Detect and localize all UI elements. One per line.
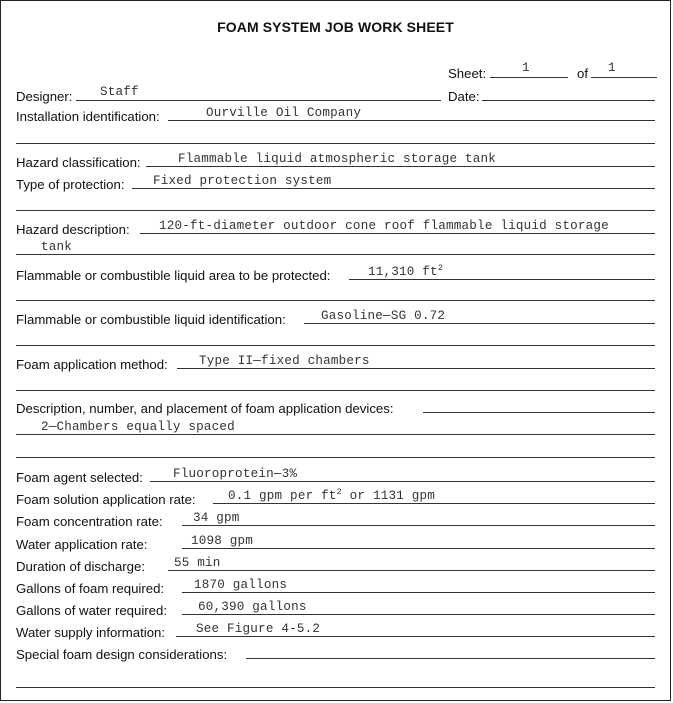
concentration-rate-field[interactable] [182,525,655,526]
water-gallons-value: 60,390 gallons [198,600,307,614]
special-row [16,639,655,662]
liquid-area-sup: 2 [437,263,444,273]
blank-line [16,687,655,688]
concentration-rate-row [16,506,655,529]
application-method-value: Type II—fixed chambers [199,354,370,368]
water-gallons-label: Gallons of water required: [16,603,167,618]
application-method-label: Foam application method: [16,357,168,372]
special-field[interactable] [246,658,655,659]
solution-rate-pre: 0.1 gpm per ft [228,489,337,503]
sheet-of-value: 1 [608,61,616,75]
type-of-protection-value: Fixed protection system [153,174,332,188]
application-method-row [16,349,655,372]
hazard-description-label: Hazard description: [16,222,130,237]
liquid-identification-value: Gasoline—SG 0.72 [321,309,446,323]
devices-label: Description, number, and placement of foam application devices: [16,401,394,416]
installation-field[interactable] [168,120,655,121]
sheet-value: 1 [522,61,530,75]
installation-label: Installation identification: [16,109,160,124]
liquid-area-number: 11,310 ft [368,265,438,279]
special-label: Special foam design considerations: [16,647,228,662]
blank-line [16,300,655,301]
blank-line [16,457,655,458]
concentration-rate-value: 34 gpm [193,511,240,525]
concentration-rate-label: Foam concentration rate: [16,514,163,529]
hazard-classification-field[interactable] [146,166,655,167]
water-rate-value: 1098 gpm [191,534,254,548]
discharge-value: 55 min [174,556,221,570]
discharge-row [16,551,655,574]
hazard-classification-label: Hazard classification: [16,155,141,170]
agent-field[interactable] [150,481,655,482]
devices-value: 2—Chambers equally spaced [41,420,235,434]
water-gallons-row [16,595,655,618]
water-rate-label: Water application rate: [16,537,148,552]
solution-rate-label: Foam solution application rate: [16,492,196,507]
foam-gallons-value: 1870 gallons [194,578,288,592]
date-label: Date: [448,89,480,104]
installation-value: Ourville Oil Company [206,106,362,120]
liquid-area-field[interactable] [349,279,655,280]
agent-label: Foam agent selected: [16,470,143,485]
sheet-field[interactable] [490,77,568,78]
designer-label: Designer: [16,89,73,104]
hazard-description-value-1: 120-ft-diameter outdoor cone roof flammable liquid storage [159,219,609,233]
discharge-label: Duration of discharge: [16,559,146,574]
foam-gallons-field[interactable] [182,592,655,593]
liquid-area-label: Flammable or combustible liquid area to be protected: [16,268,331,283]
water-supply-value: See Figure 4-5.2 [196,622,321,636]
liquid-identification-row [16,304,655,327]
designer-value: Staff [100,85,139,99]
solution-rate-post: or 1131 gpm [341,489,436,503]
hazard-description-value-2: tank [41,240,73,254]
solution-rate-value [228,489,435,503]
solution-rate-row [16,484,655,507]
solution-rate-sup: 2 [336,487,342,497]
liquid-identification-field[interactable] [304,323,655,324]
devices-row [16,393,655,416]
blank-line [16,345,655,346]
application-method-field[interactable] [177,368,655,369]
devices-field[interactable] [423,412,655,413]
water-supply-label: Water supply information: [16,625,166,640]
installation-row [16,101,655,124]
sheet-of-label: of [577,66,588,81]
water-rate-row [16,529,655,552]
type-of-protection-row [16,169,655,192]
liquid-area-row [16,260,655,283]
water-supply-row [16,617,655,640]
sheet-label: Sheet: [448,66,487,81]
discharge-field[interactable] [168,570,655,571]
blank-line [16,210,655,211]
page-title: FOAM SYSTEM JOB WORK SHEET [217,19,454,35]
water-gallons-field[interactable] [182,614,655,615]
hazard-description-field-2[interactable] [16,254,655,255]
solution-rate-field[interactable] [213,503,655,504]
agent-row [16,462,655,485]
water-supply-field[interactable] [176,636,655,637]
hazard-description-row-2 [16,235,655,255]
blank-line [16,143,655,144]
type-of-protection-field[interactable] [132,188,655,189]
devices-row-2 [16,415,655,435]
foam-gallons-row [16,573,655,596]
liquid-area-value [368,265,443,279]
liquid-identification-label: Flammable or combustible liquid identification: [16,312,286,327]
devices-field-2[interactable] [16,434,655,435]
hazard-description-field[interactable] [140,233,655,234]
sheet-of-field[interactable] [591,77,657,78]
agent-value: Fluoroprotein—3% [173,467,298,481]
hazard-classification-row [16,147,655,170]
foam-gallons-label: Gallons of foam required: [16,581,165,596]
water-rate-field[interactable] [182,548,655,549]
hazard-classification-value: Flammable liquid atmospheric storage tank [178,152,497,166]
blank-line [16,390,655,391]
date-row [448,81,655,104]
hazard-description-row [16,214,655,237]
type-of-protection-label: Type of protection: [16,177,125,192]
